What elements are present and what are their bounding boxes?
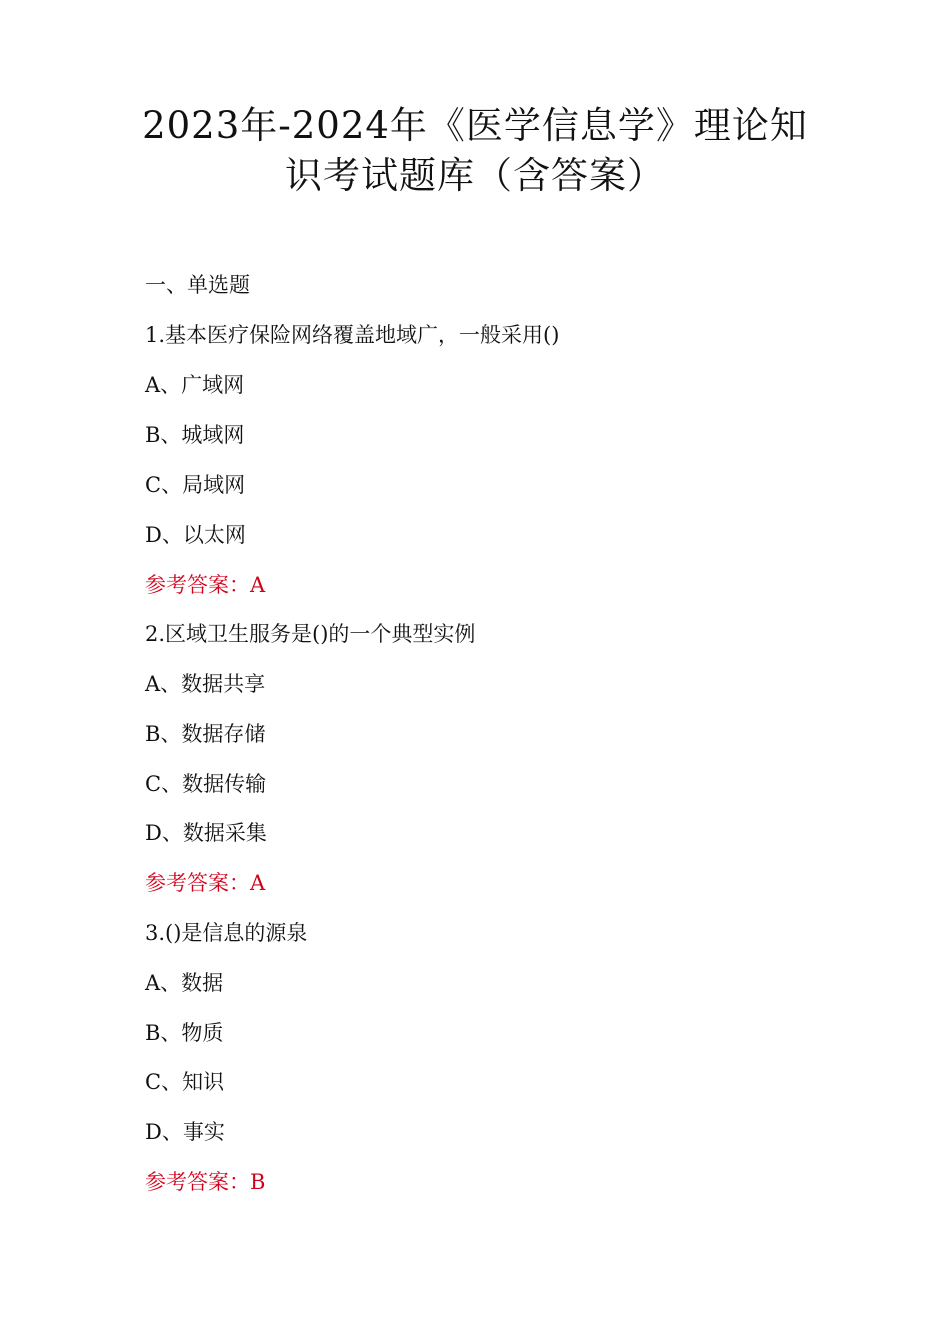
document-title-line-1: 2023年-2024年《医学信息学》理论知 (142, 104, 808, 147)
option-item: A、广域网 (145, 373, 245, 397)
reference-answer: 参考答案：A (145, 871, 266, 895)
reference-answer: 参考答案：A (145, 573, 266, 597)
reference-answer: 参考答案：B (145, 1170, 266, 1194)
option-item: D、事实 (145, 1120, 225, 1144)
question-stem: 1.基本医疗保险网络覆盖地域广，一般采用() (145, 323, 560, 347)
option-item: B、物质 (145, 1021, 224, 1045)
document-title-line-2: 识考试题库（含答案） (285, 154, 665, 197)
option-item: D、数据采集 (145, 821, 267, 845)
option-item: C、知识 (145, 1070, 225, 1094)
option-item: D、以太网 (145, 523, 246, 547)
option-item: A、数据 (145, 971, 224, 995)
option-item: B、城域网 (145, 423, 245, 447)
option-item: A、数据共享 (145, 672, 266, 696)
question-stem: 2.区域卫生服务是()的一个典型实例 (145, 622, 476, 646)
option-item: C、数据传输 (145, 772, 267, 796)
option-item: C、局域网 (145, 473, 246, 497)
option-item: B、数据存储 (145, 722, 266, 746)
question-stem: 3.()是信息的源泉 (145, 921, 308, 945)
section-heading: 一、单选题 (145, 273, 250, 297)
